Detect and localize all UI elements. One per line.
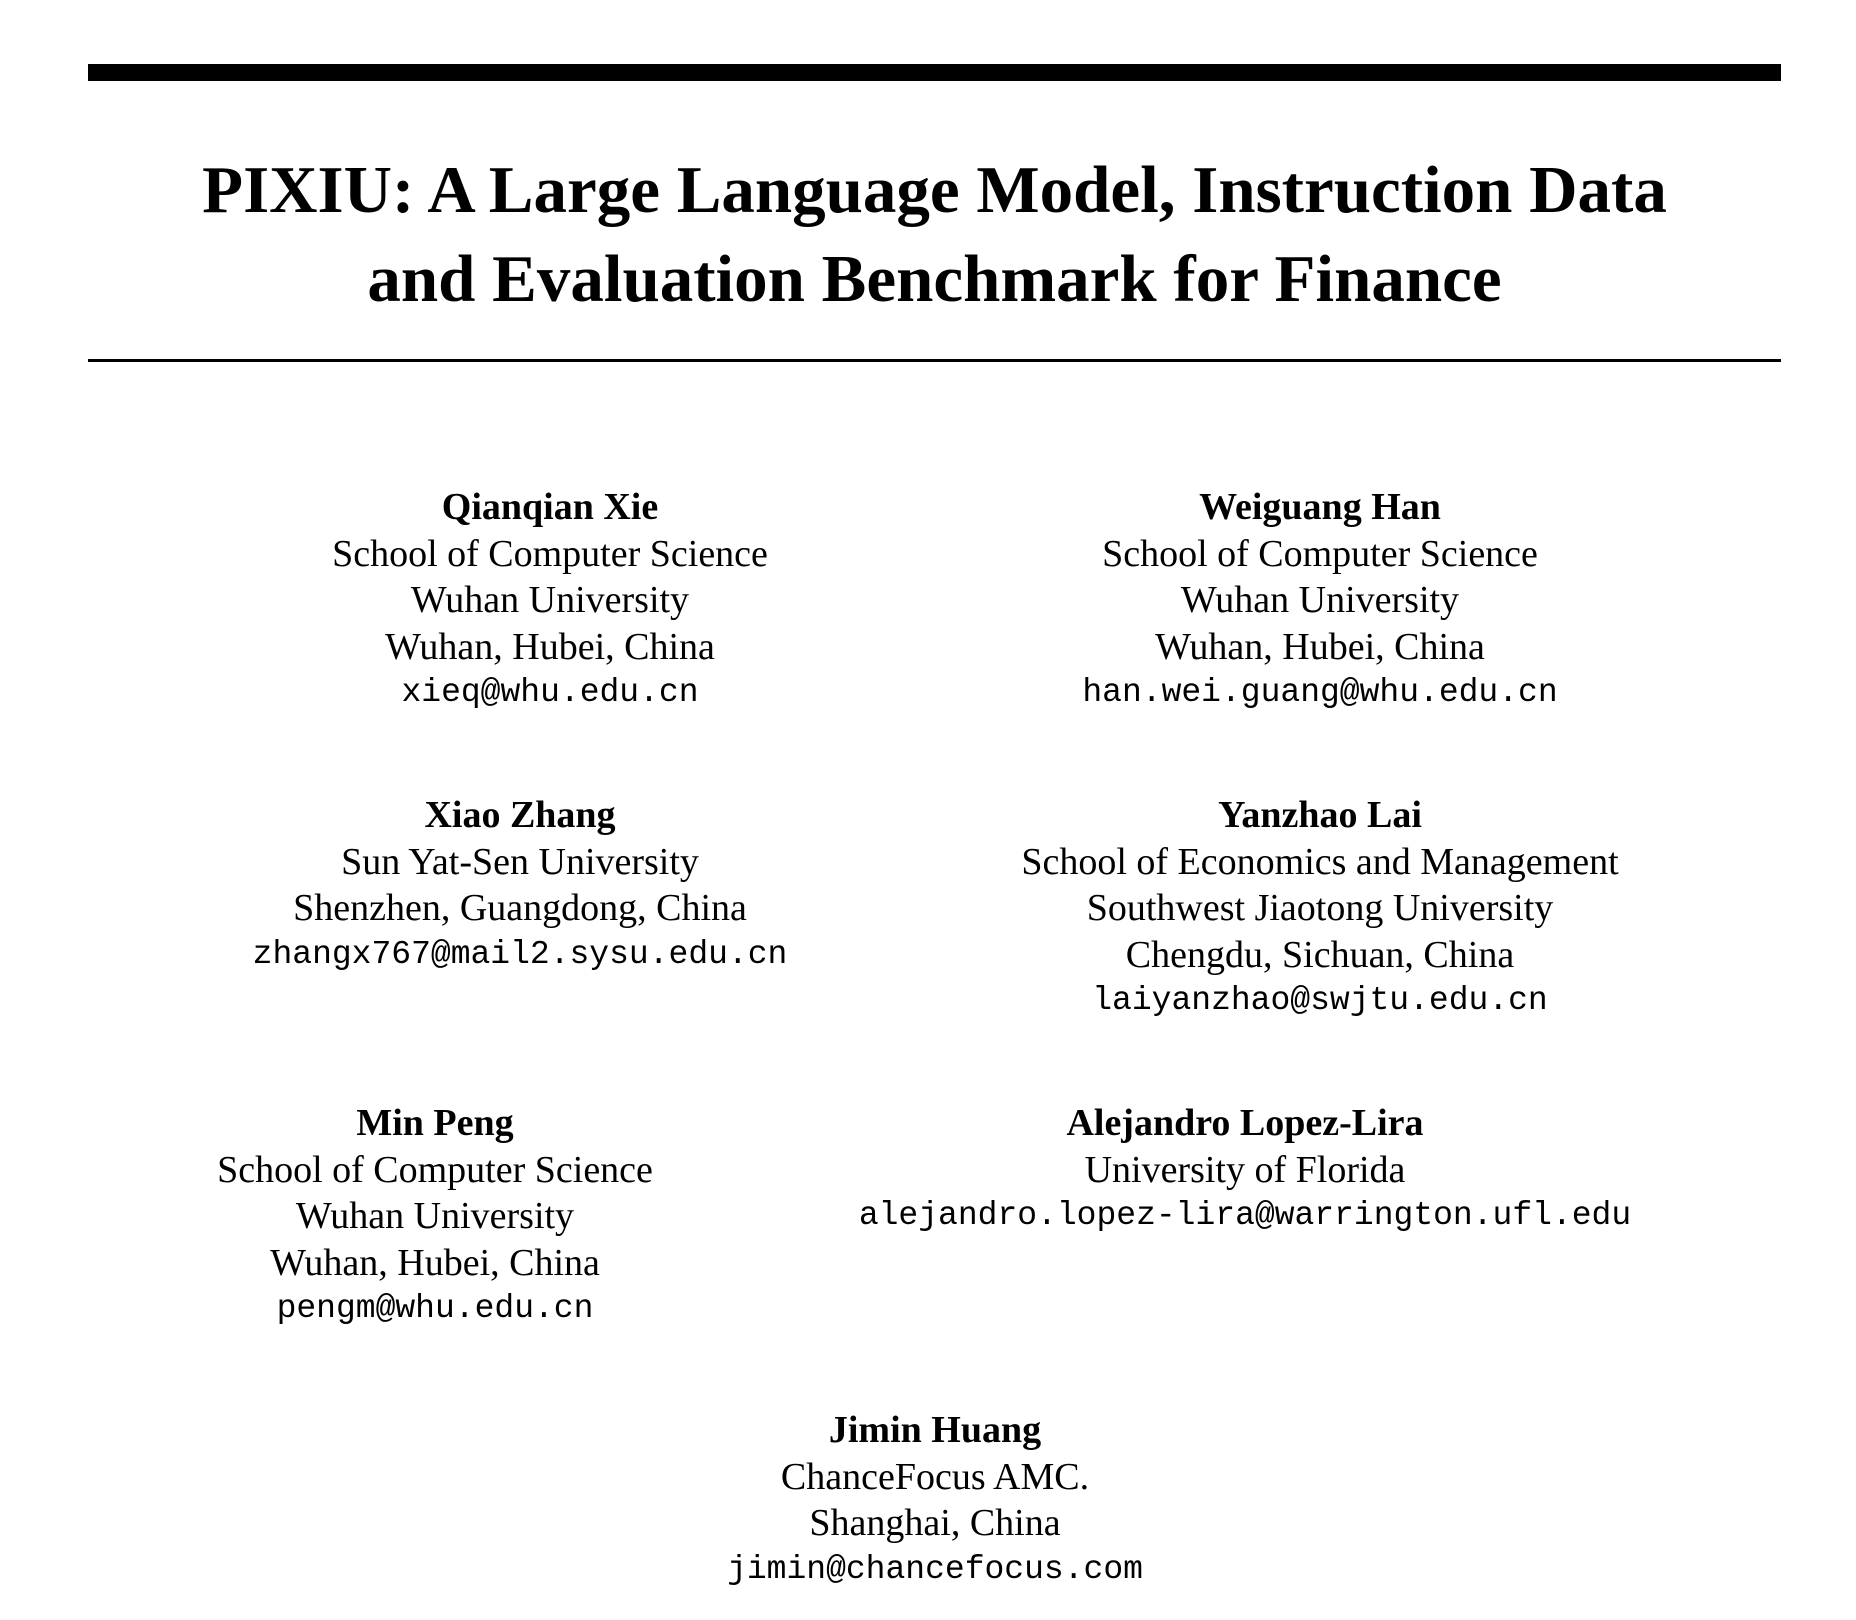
author-block-min-peng <box>175 1100 695 1333</box>
author-name: Min Peng <box>356 1102 514 1144</box>
author-affiliation-line: School of Computer Science <box>332 532 768 575</box>
author-name: Alejandro Lopez-Lira <box>1066 1102 1424 1144</box>
author-affiliation-line: School of Computer Science <box>1102 532 1538 575</box>
author-affiliation-line: Wuhan University <box>410 579 690 621</box>
author-affiliation-line: Wuhan, Hubei, China <box>385 625 715 668</box>
author-email: pengm@whu.edu.cn <box>276 1290 594 1327</box>
author-block-jimin-huang <box>635 1407 1235 1593</box>
title-rule-bottom <box>88 359 1781 362</box>
author-name: Yanzhao Lai <box>1218 794 1422 836</box>
author-affiliation-line: Sun Yat-Sen University <box>341 840 699 883</box>
paper-title <box>88 146 1781 324</box>
author-affiliation-line: Shanghai, China <box>809 1502 1061 1544</box>
author-affiliation-line: Shenzhen, Guangdong, China <box>293 887 747 929</box>
author-block-qianqian-xie <box>290 484 810 717</box>
author-block-weiguang-han <box>1030 484 1610 717</box>
author-name: Xiao Zhang <box>424 794 616 836</box>
paper-title-line-2: and Evaluation Benchmark for Finance <box>367 242 1502 316</box>
author-affiliation-line: Wuhan, Hubei, China <box>270 1241 600 1284</box>
author-email: han.wei.guang@whu.edu.cn <box>1082 674 1558 711</box>
author-email: zhangx767@mail2.sysu.edu.cn <box>252 935 788 973</box>
author-block-xiao-zhang <box>200 792 840 978</box>
author-affiliation-line: School of Computer Science <box>217 1148 653 1191</box>
author-block-alejandro-lopez-lira <box>790 1100 1700 1240</box>
author-affiliation-line: Chengdu, Sichuan, China <box>1125 933 1515 976</box>
author-affiliation-line: Wuhan, Hubei, China <box>1155 625 1485 668</box>
author-affiliation-line: Southwest Jiaotong University <box>1086 887 1554 929</box>
paper-title-line-1: PIXIU: A Large Language Model, Instruction Data <box>202 153 1667 227</box>
author-email: jimin@chancefocus.com <box>727 1550 1143 1588</box>
author-affiliation-line: ChanceFocus AMC. <box>780 1455 1090 1498</box>
author-affiliation-line: School of Economics and Management <box>1021 840 1619 883</box>
author-name: Weiguang Han <box>1199 486 1441 528</box>
author-affiliation-line: Wuhan University <box>295 1195 575 1237</box>
author-block-yanzhao-lai <box>970 792 1670 1025</box>
author-email: laiyanzhao@swjtu.edu.cn <box>1092 982 1548 1019</box>
author-name: Qianqian Xie <box>441 486 659 528</box>
author-affiliation-line: Wuhan University <box>1180 579 1460 621</box>
author-affiliation-line: University of Florida <box>1084 1148 1406 1191</box>
title-rule-top <box>88 64 1781 81</box>
author-email: alejandro.lopez-lira@warrington.ufl.edu <box>858 1197 1632 1234</box>
author-email: xieq@whu.edu.cn <box>401 674 699 711</box>
author-name: Jimin Huang <box>828 1409 1042 1451</box>
